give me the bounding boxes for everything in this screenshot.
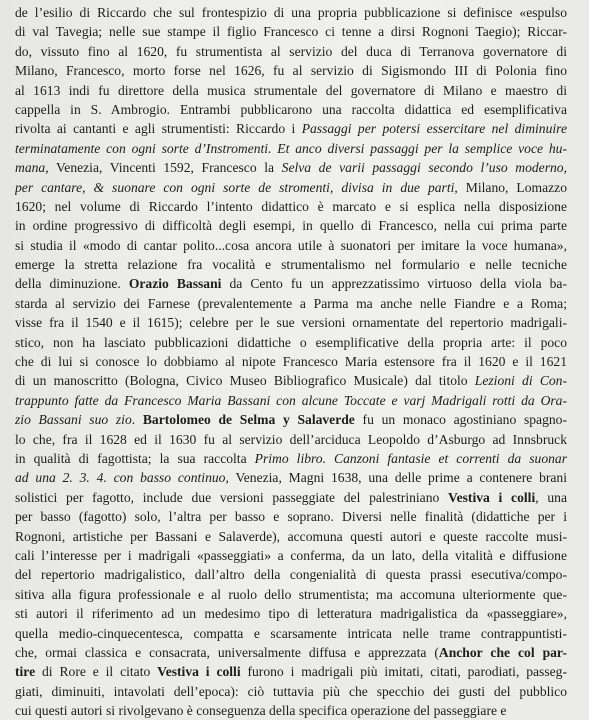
text-line (15, 585, 567, 604)
text-run: Rognoni, artistiche per Bassani e Salaverde), accomuna questi autori e queste raccolte musi- (15, 528, 567, 544)
text-run: sti autori il riferimento ad un medesimo tipo di letteratura madrigalistica da «passeggiare», (15, 606, 567, 622)
text-line (15, 158, 567, 177)
text-line (15, 333, 567, 352)
italic-title: terminatamente con ogni sorte d’Instromenti. Et anco diversi passaggi per la semplice voce hu- (15, 140, 567, 156)
text-line (15, 682, 567, 701)
text-run: lo che, fra il 1628 ed il 1630 fu al servizio dell’arciduca Leopoldo d’Asburgo ad Innsbruck (15, 431, 567, 447)
italic-title: Selva de varii passaggi secondo l’uso moderno, (281, 160, 567, 176)
text-line (15, 294, 567, 313)
italic-title: zio Bassani suo zio (15, 412, 132, 428)
text-run: stico, non ha lasciato pubblicazioni didattiche o esemplificative della propria arte: il poco (15, 334, 567, 350)
text-run: 1620; nel volume di Riccardo l’intento didattico è marcato e si esplica nella disposizione (15, 198, 567, 214)
text-line (15, 565, 567, 584)
text-line (15, 488, 567, 507)
text-run: emerge la stretta relazione fra vocalità e strumentalismo nel formulario e nelle tecniche (15, 257, 567, 273)
italic-title: Primo libro. Canzoni fantasie et correnti da suonar (254, 450, 567, 466)
text-line (15, 546, 567, 565)
text-line (15, 352, 567, 371)
text-run: , Milano, Lomazzo (454, 179, 567, 195)
text-run: Milano, Francesco, morto forse nel 1626, fu al servizio di Sigismondo III di Polonia fino (15, 63, 567, 79)
text-line (15, 430, 567, 449)
text-line (15, 22, 567, 41)
text-run: sitiva alla figura professionale e al ruolo dello strumentista; ma accomuna ulteriormente que- (15, 586, 567, 602)
text-line (15, 119, 567, 138)
text-line (15, 139, 567, 158)
text-run: furono i madrigali più imitati, citati, parodiati, passeg- (240, 664, 567, 680)
text-line (15, 410, 567, 429)
text-run: visse fra il 1540 e il 1615); celebre per le sue versioni ornamentate del repertorio madrigali- (15, 315, 567, 331)
text-line (15, 197, 567, 216)
text-line (15, 236, 567, 255)
italic-title: trappunto fatte da Francesco Maria Bassani con alcune Toccate e varj Madrigali rotti da Ora- (15, 392, 567, 408)
text-line (15, 468, 567, 487)
text-line (15, 701, 567, 720)
text-run: , Venezia, Magni 1638, una delle prime a contenere brani (225, 470, 567, 486)
text-run: fu un monaco agostiniano spagno- (354, 412, 567, 428)
italic-title: Lezioni di Con- (474, 373, 567, 389)
text-line (15, 216, 567, 235)
text-line (15, 255, 567, 274)
text-line (15, 3, 567, 22)
bold-name: Bartolomeo de Selma y Salaverde (142, 412, 355, 428)
text-line (15, 42, 567, 61)
text-run: del repertorio madrigalistico, dall’altro della congenialità di questa prassi esecutiva/compo- (15, 567, 567, 583)
text-run: giati, diminuiti, intavolati dell’epoca): ciò tuttavia più che specchio dei gusti del pubblico (15, 683, 567, 699)
text-run: cappella in S. Ambrogio. Entrambi pubblicarono una raccolta didattica ed esemplificativa (15, 101, 567, 117)
text-run: in ordine progressivo di difficoltà degli esempi, in quello di Francesco, nella cui prima parte (15, 218, 567, 234)
text-line (15, 527, 567, 546)
text-line (15, 313, 567, 332)
bold-name: Anchor che col par- (438, 644, 567, 660)
bold-name: Orazio Bassani (128, 276, 222, 292)
text-line (15, 371, 567, 390)
text-run: solistici per fagotto, include due versioni passeggiate del palestriniano (15, 489, 449, 505)
text-run: , una (535, 489, 567, 505)
italic-title: Passaggi per potersi essercitare nel diminuire (301, 121, 567, 137)
text-line (15, 100, 567, 119)
text-run: di val Tavegia; nelle sue stampe il figlio Francesco ci tenne a dirsi Rognoni Taegio); Riccar- (15, 24, 567, 40)
text-run: de l’esilio di Riccardo che sul frontespizio di una propria pubblicazione si definisce «espulso (15, 5, 567, 20)
text-run: si studia il «modo di cantar polito...cosa ancora utile à suonatori per imitare la voce humana», (15, 237, 567, 253)
bold-name: tire (15, 664, 36, 680)
text-run: di Rore e il citato (35, 664, 158, 680)
text-line (15, 81, 567, 100)
text-run: da Cento fu un apprezzatissimo virtuoso della viola ba- (221, 276, 567, 292)
text-run: in qualità di fagottista; la sua raccolta (15, 450, 255, 466)
text-run: al 1613 indi fu direttore della musica strumentale del governatore di Milano e maestro di (15, 82, 567, 98)
text-run: starda al servizio dei Farnese (prevalentemente a Parma ma anche nelle Fiandre e a Roma; (15, 295, 567, 311)
text-run: quella medio-cinquecentesca, compatta e scarsamente intricata nelle trame contrappuntisti- (15, 625, 567, 641)
text-line (15, 643, 567, 662)
text-run: che, ormai classica e consacrata, universalmente diffusa e apprezzata ( (15, 644, 439, 660)
text-line (15, 449, 567, 468)
text-line (15, 662, 567, 681)
text-run: cui questi autori si rivolgevano è conseguenza della specifica operazione del passeggiare e (15, 703, 507, 719)
body-text (15, 3, 567, 720)
text-run: della diminuzione. (15, 276, 129, 292)
text-run: che di lui si conosce lo dobbiamo al nipote Francesco Maria estensore fra il 1620 e il 1621 (15, 354, 567, 370)
italic-title: ad una 2. 3. 4. con basso continuo (15, 470, 226, 486)
text-run: cali l’interesse per i madrigali «passeggiati» a conferma, da un lato, della vitalità e diffusione (15, 547, 567, 563)
text-line (15, 61, 567, 80)
italic-title: mana (15, 160, 46, 176)
text-run: di un manoscritto (Bologna, Civico Museo Bibliografico Musicale) dal titolo (15, 373, 475, 389)
italic-title: per cantare, & suonare con ogni sorte de stromenti, divisa in due parti (15, 179, 455, 195)
bold-name: Vestiva i colli (157, 664, 241, 680)
text-run: , Venezia, Vincenti 1592, Francesco la (45, 160, 282, 176)
text-line (15, 507, 567, 526)
text-run: do, vissuto fino al 1620, fu strumentista al servizio del duca di Terranova governatore di (15, 43, 567, 59)
text-run: . (131, 412, 143, 428)
text-run: per basso (fagotto) solo, l’altra per basso e soprano. Diversi nelle finalità (didattiche per i (15, 509, 567, 525)
text-line (15, 391, 567, 410)
text-line (15, 604, 567, 623)
text-line (15, 624, 567, 643)
text-line (15, 274, 567, 293)
text-run: rivolta ai cantanti e agli strumentisti: Riccardo i (15, 121, 302, 137)
bold-name: Vestiva i colli (448, 489, 536, 505)
text-line (15, 178, 567, 197)
